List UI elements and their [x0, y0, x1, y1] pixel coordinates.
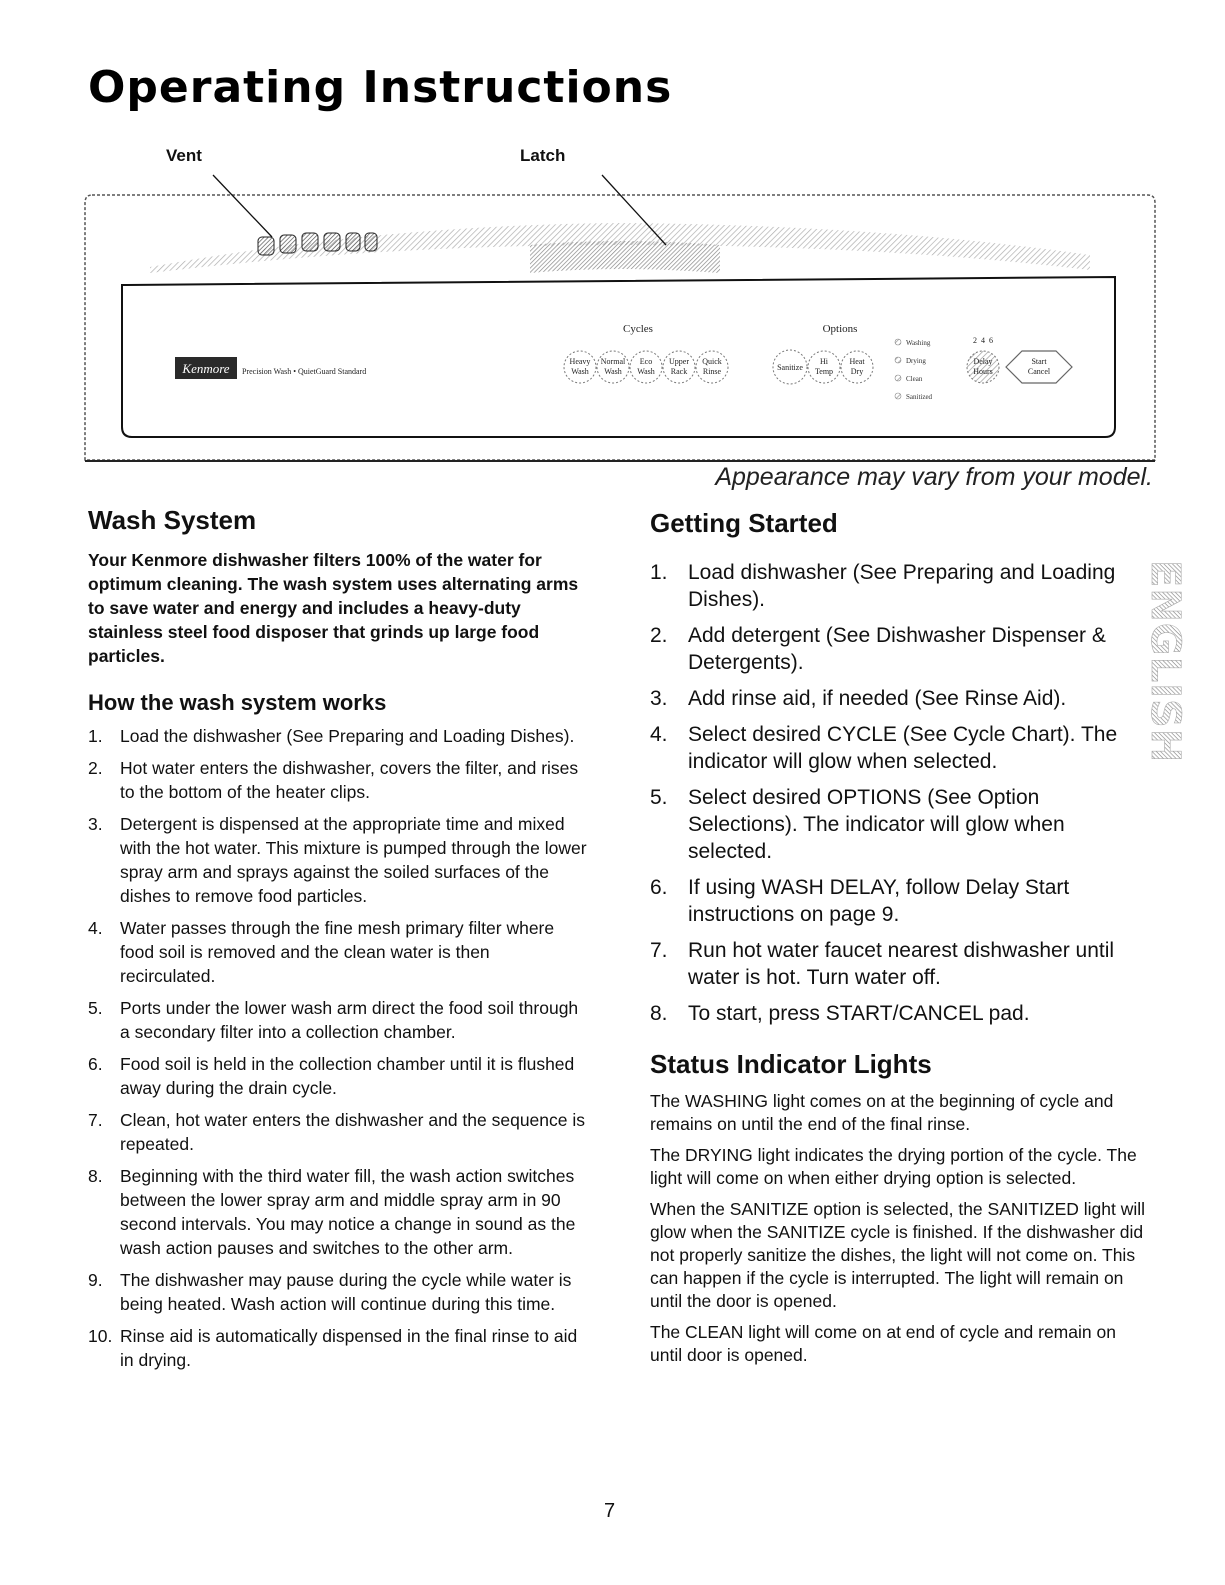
delay-hours-button[interactable] — [967, 351, 999, 383]
cycle-buttons — [564, 351, 728, 383]
cycle-button-normal-wash[interactable] — [597, 351, 629, 383]
getting-started-heading: Getting Started — [650, 508, 838, 538]
option-button-hi-temp[interactable] — [808, 351, 840, 383]
wash-steps-list — [88, 724, 588, 1372]
svg-text:Cancel: Cancel — [1027, 367, 1051, 376]
language-side-label — [1124, 560, 1214, 770]
wash-system-heading: Wash System — [88, 505, 257, 535]
cycles-group-label: Cycles — [623, 323, 653, 335]
list-item: 2. Add detergent (See Dishwasher Dispenser & Detergents). — [650, 624, 1106, 674]
figure-caption: Appearance may vary from your model. — [715, 463, 1153, 491]
status-lights — [895, 339, 933, 401]
page-title: Operating Instructions — [88, 62, 673, 113]
list-item: 9. The dishwasher may pause during the cycle while water is being heated. Wash action will continue during this time. — [88, 1270, 572, 1314]
control-panel-illustration — [80, 145, 1160, 475]
model-text: Precision Wash • QuietGuard Standard — [242, 367, 367, 376]
list-item: 1. Load the dishwasher (See Preparing and Loading Dishes). — [88, 726, 575, 746]
svg-text:Dry: Dry — [850, 367, 864, 376]
svg-text:Wash: Wash — [637, 367, 655, 376]
options-group-label: Options — [822, 323, 858, 335]
getting-started-section — [650, 508, 1150, 1375]
status-indicator-section — [650, 1049, 1150, 1367]
how-it-works-heading: How the wash system works — [88, 690, 387, 715]
svg-text:Sanitized: Sanitized — [906, 393, 933, 401]
page-number: 7 — [604, 1500, 616, 1522]
list-item: 7. Run hot water faucet nearest dishwasher until water is hot. Turn water off. — [650, 939, 1115, 989]
cycle-button-upper-rack[interactable] — [663, 351, 695, 383]
status-paragraph-washing: The WASHING light comes on at the beginning of cycle and remains on until the end of the final rinse. — [650, 1091, 1114, 1134]
list-item: 2. Hot water enters the dishwasher, covers the filter, and rises to the bottom of the heater clips. — [88, 758, 579, 802]
svg-text:Wash: Wash — [571, 367, 589, 376]
svg-text:Sanitize: Sanitize — [777, 363, 803, 372]
list-item: 3. Add rinse aid, if needed (See Rinse Aid). — [650, 687, 1067, 710]
list-item: 4. Select desired CYCLE (See Cycle Chart). The indicator will glow when selected. — [650, 723, 1118, 773]
svg-text:Delay: Delay — [973, 357, 993, 366]
svg-text:Eco: Eco — [639, 357, 653, 366]
list-item: 7. Clean, hot water enters the dishwasher and the sequence is repeated. — [88, 1110, 586, 1154]
status-paragraph-sanitized: When the SANITIZE option is selected, the SANITIZED light will glow when the SANITIZE cycle is finished. If the dishwasher did not properly sanitize the dishes, the light will not come on. This can happen if the cycle is interrupted. The light will remain on until the door is opened. — [650, 1199, 1146, 1311]
cycle-button-heavy-wash[interactable] — [564, 351, 596, 383]
list-item: 1. Load dishwasher (See Preparing and Loading Dishes). — [650, 561, 1116, 611]
list-item: 10. Rinse aid is automatically dispensed in the final rinse to aid in drying. — [88, 1326, 578, 1370]
svg-text:Normal: Normal — [600, 357, 626, 366]
status-indicator-heading: Status Indicator Lights — [650, 1049, 932, 1079]
svg-text:Start: Start — [1031, 357, 1047, 366]
status-paragraph-drying: The DRYING light indicates the drying portion of the cycle. The light will come on when either drying option is selected. — [650, 1145, 1137, 1188]
list-item: 4. Water passes through the fine mesh primary filter where food soil is removed and the clean water is then recirculated. — [88, 918, 555, 986]
svg-text:Washing: Washing — [906, 339, 931, 347]
list-item: 6. If using WASH DELAY, follow Delay Start instructions on page 9. — [650, 876, 1070, 926]
status-light-washing — [895, 339, 931, 347]
cycle-button-quick-rinse[interactable] — [696, 351, 728, 383]
latch-callout-label: Latch — [520, 146, 566, 165]
svg-text:Quick: Quick — [702, 357, 722, 366]
option-button-heat-dry[interactable] — [841, 351, 873, 383]
status-light-clean — [895, 375, 923, 383]
wash-system-section — [88, 505, 588, 1380]
list-item: 3. Detergent is dispensed at the appropriate time and mixed with the hot water. This mixture is pumped through the lower spray arm and sprays against the soiled surfaces of the dishes to remove food particles. — [88, 814, 587, 906]
list-item: 8. Beginning with the third water fill, the wash action switches between the lower spray arm and middle spray arm in 90 second intervals. You may notice a change in sound as the wash action pauses and switches to the other arm. — [88, 1166, 576, 1258]
svg-text:Heavy: Heavy — [569, 357, 591, 366]
brand-badge-text: Kenmore — [182, 361, 230, 376]
list-item: 5. Select desired OPTIONS (See Option Selections). The indicator will glow when selected. — [650, 786, 1065, 863]
wash-system-intro: Your Kenmore dishwasher filters 100% of the water for optimum cleaning. The wash system uses alternating arms to save water and energy and includes a heavy-duty stainless steel food disposer that grinds up large food particles. — [88, 550, 579, 666]
svg-text:Clean: Clean — [906, 375, 923, 383]
getting-started-list — [650, 559, 1150, 1027]
svg-text:Drying: Drying — [906, 357, 926, 365]
cycle-button-eco-wash[interactable] — [630, 351, 662, 383]
status-light-sanitized — [895, 393, 933, 401]
option-buttons — [773, 350, 873, 384]
svg-text:Temp: Temp — [814, 367, 834, 376]
start-cancel-button[interactable] — [1006, 351, 1072, 383]
list-item: 5. Ports under the lower wash arm direct the food soil through a secondary filter into a collection chamber. — [88, 998, 579, 1042]
svg-text:Rack: Rack — [670, 367, 688, 376]
list-item: 8. To start, press START/CANCEL pad. — [650, 1002, 1030, 1025]
vent-callout-label: Vent — [166, 146, 202, 165]
svg-text:Hi: Hi — [820, 357, 828, 366]
svg-text:Heat: Heat — [849, 357, 865, 366]
svg-text:Hours: Hours — [973, 367, 993, 376]
list-item: 6. Food soil is held in the collection chamber until it is flushed away during the drain cycle. — [88, 1054, 575, 1098]
svg-text:ENGLISH: ENGLISH — [1142, 560, 1188, 764]
status-light-drying — [895, 357, 926, 365]
svg-text:Upper: Upper — [669, 357, 689, 366]
svg-text:Wash: Wash — [604, 367, 622, 376]
delay-hours-readout: 2 4 6 — [973, 336, 993, 345]
status-paragraph-clean: The CLEAN light will come on at end of cycle and remain on until door is opened. — [650, 1322, 1116, 1365]
svg-text:Rinse: Rinse — [702, 367, 722, 376]
option-button-sanitize[interactable] — [773, 350, 807, 384]
